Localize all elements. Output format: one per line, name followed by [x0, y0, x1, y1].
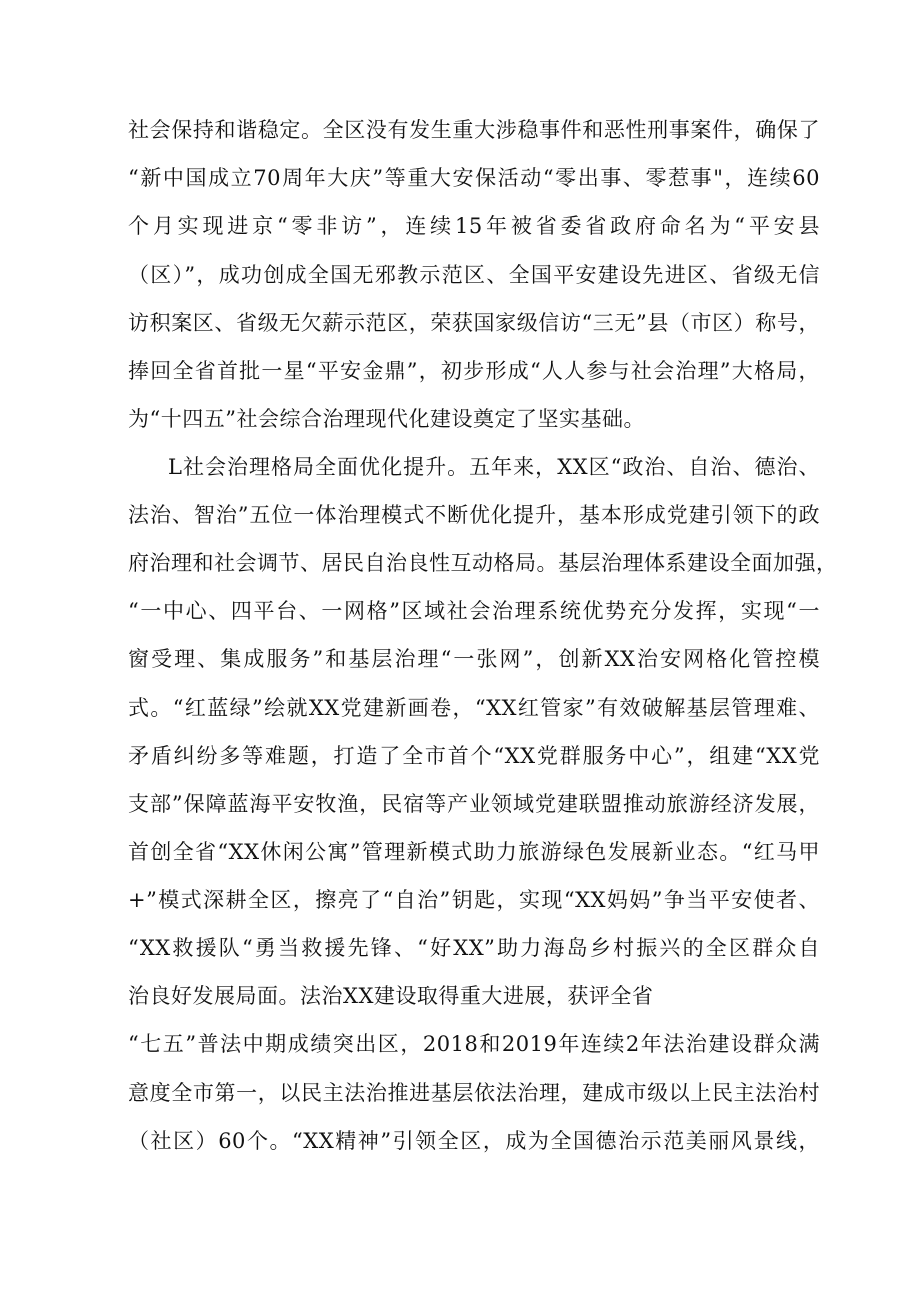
paragraph-heading-line: L社会治理格局全面优化提升。五年来，XX区“政治、自治、德治、 — [168, 455, 820, 479]
text-line: 矛盾纠纷多等难题，打造了全市首个“XX党群服务中心”，组建“XX党 — [128, 744, 820, 768]
text-line: 为“十四五”社会综合治理现代化建设奠定了坚实基础。 — [128, 407, 645, 431]
text-line: +”模式深耕全区，擦亮了“自治”钥匙，实现“XX妈妈”争当平安使者、 — [128, 888, 820, 912]
text-line: 法治、智治”五位一体治理模式不断优化提升，基本形成党建引领下的政 — [128, 503, 820, 527]
text-line: “一中心、四平台、一网格”区域社会治理系统优势充分发挥，实现“一 — [128, 599, 820, 623]
text-line: 窗受理、集成服务”和基层治理“一张网”，创新XX治安网格化管控模 — [128, 647, 820, 671]
text-line: “XX救援队“勇当救援先锋、“好XX”助力海岛乡村振兴的全区群众自 — [128, 936, 820, 960]
text-line: 个月实现进京“零非访”，连续15年被省委省政府命名为“平安县 — [128, 214, 820, 238]
text-line: 意度全市第一，以民主法治推进基层依法治理，建成市级以上民主法治村 — [128, 1081, 820, 1105]
text-line: 府治理和社会调节、居民自治良性互动格局。基层治理体系建设全面加强， — [128, 551, 838, 575]
text-line: 式。“红蓝绿”绘就XX党建新画卷，“XX红管家”有效破解基层管理难、 — [128, 696, 820, 720]
text-line: 社会保持和谐稳定。全区没有发生重大涉稳事件和恶性刑事案件，确保了 — [128, 118, 820, 142]
text-line: “七五”普法中期成绩突出区，2018和2019年连续2年法治建设群众满 — [128, 1032, 820, 1056]
text-line: 访积案区、省级无欠薪示范区，荣获国家级信访“三无”县（市区）称号， — [128, 311, 820, 335]
text-line: 支部”保障蓝海平安牧渔，民宿等产业领域党建联盟推动旅游经济发展， — [128, 792, 820, 816]
text-line: （区）”，成功创成全国无邪教示范区、全国平安建设先进区、省级无信 — [128, 263, 820, 287]
text-line: （社区）60个。“XX精神”引领全区，成为全国德治示范美丽风景线， — [128, 1129, 820, 1153]
text-line: 捧回全省首批一星“平安金鼎”，初步形成“人人参与社会治理”大格局， — [128, 359, 820, 383]
text-line: 治良好发展局面。法治XX建设取得重大进展，获评全省 — [128, 984, 654, 1008]
text-line: “新中国成立70周年大庆”等重大安保活动“零出事、零惹事"，连续60 — [128, 166, 820, 190]
text-line: 首创全省“XX休闲公寓”管理新模式助力旅游绿色发展新业态。“红马甲 — [128, 840, 820, 864]
